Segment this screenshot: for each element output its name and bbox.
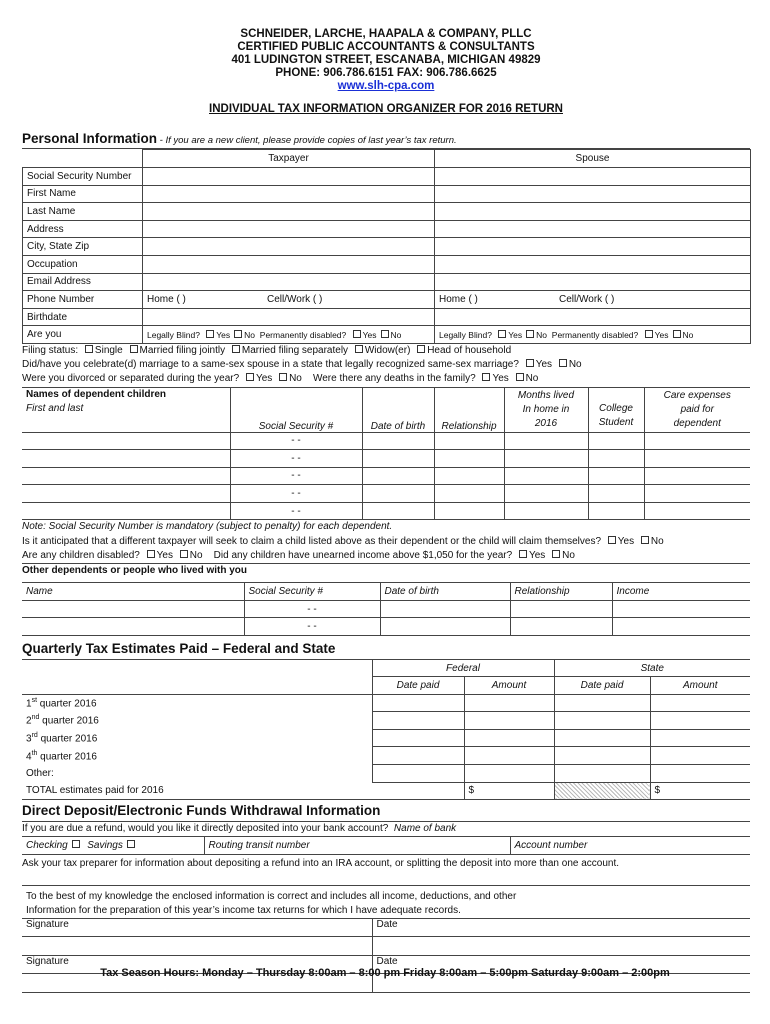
table-row bbox=[22, 432, 750, 450]
federal-date-header: Date paid bbox=[372, 677, 464, 695]
question-text: Were you divorced or separated during the year? bbox=[22, 373, 240, 385]
firm-phone: PHONE: 906.786.6151 FAX: 906.786.6625 bbox=[275, 67, 497, 79]
quarter-suffix: st bbox=[31, 697, 38, 705]
table-row bbox=[22, 600, 750, 618]
federal-total-field[interactable]: $ bbox=[464, 782, 554, 800]
dob-column-header: Date of birth bbox=[380, 583, 510, 601]
quarter-row bbox=[22, 712, 750, 730]
dependents-heading: Names of dependent children bbox=[26, 388, 167, 400]
taxpayer-ssn-field[interactable] bbox=[143, 168, 435, 186]
taxpayer-first-name-field[interactable] bbox=[143, 185, 435, 203]
account-number-field[interactable]: Account number bbox=[510, 837, 750, 854]
firm-website-link[interactable]: www.slh-cpa.com bbox=[337, 80, 435, 92]
college-column-header bbox=[588, 387, 644, 432]
quarterly-table bbox=[22, 660, 750, 800]
taxpayer-last-name-field[interactable] bbox=[143, 203, 435, 221]
federal-date-field[interactable] bbox=[372, 765, 464, 783]
quarter-row bbox=[22, 747, 750, 765]
state-date-header: Date paid bbox=[554, 677, 650, 695]
other-label: Other: bbox=[26, 767, 54, 779]
no-label: No bbox=[390, 329, 402, 340]
yes-label: Yes bbox=[255, 373, 273, 385]
yes-label: Yes bbox=[528, 549, 546, 561]
months-field[interactable] bbox=[504, 485, 588, 503]
state-amount-field[interactable] bbox=[650, 694, 750, 712]
ssn-field[interactable]: - - bbox=[230, 502, 362, 520]
relationship-field[interactable] bbox=[434, 502, 504, 520]
state-date-field[interactable] bbox=[554, 712, 650, 730]
relationship-column-header: Relationship bbox=[510, 583, 612, 601]
filing-option-label: Widow(er) bbox=[364, 344, 411, 356]
taxpayer-occupation-field[interactable] bbox=[143, 255, 435, 273]
row-label: Email Address bbox=[23, 273, 143, 291]
relationship-column-header: Relationship bbox=[434, 387, 504, 432]
row-label: Phone Number bbox=[23, 291, 143, 309]
spouse-column-header: Spouse bbox=[435, 150, 751, 168]
checkbox[interactable] bbox=[552, 550, 560, 558]
quarter-number: 4 bbox=[26, 750, 32, 762]
checkbox[interactable] bbox=[498, 330, 506, 338]
no-label: No bbox=[525, 373, 539, 385]
state-amount-field[interactable] bbox=[650, 765, 750, 783]
spouse-address-field[interactable] bbox=[435, 220, 751, 238]
checkbox[interactable] bbox=[147, 550, 155, 558]
legally-blind-label: Legally Blind? bbox=[147, 329, 203, 340]
quarter-number: 1 bbox=[26, 698, 32, 710]
months-field[interactable] bbox=[504, 450, 588, 468]
other-dependents-heading: Other dependents or people who lived with you bbox=[22, 565, 248, 577]
tax-season-hours: Tax Season Hours: Monday – Thursday 8:00am – 8:00 pm Friday 8:00am – 5:00pm Saturday 9:00am – 2:00pm bbox=[100, 967, 670, 979]
filing-option-label: Married filing jointly bbox=[139, 344, 226, 356]
months-field[interactable] bbox=[504, 467, 588, 485]
dob-field[interactable] bbox=[362, 485, 434, 503]
state-total-field[interactable]: $ bbox=[650, 782, 750, 800]
filing-status-row bbox=[22, 344, 750, 358]
cell-phone-label: Cell/Work ( ) bbox=[559, 293, 615, 305]
signature-label: Signature bbox=[22, 956, 372, 974]
college-field[interactable] bbox=[588, 432, 644, 450]
home-phone-label: Home ( ) bbox=[147, 293, 186, 305]
signature-label: Signature bbox=[22, 919, 372, 937]
name-field[interactable] bbox=[22, 600, 244, 618]
other-dependents-table bbox=[22, 582, 750, 636]
question-text: Did any children have unearned income above $1,050 for the year? bbox=[213, 549, 513, 561]
hatched-cell bbox=[554, 782, 650, 800]
no-label: No bbox=[682, 329, 694, 340]
college-field[interactable] bbox=[588, 502, 644, 520]
cell-phone-label: Cell/Work ( ) bbox=[267, 293, 323, 305]
care-field[interactable] bbox=[644, 467, 750, 485]
federal-amount-header: Amount bbox=[464, 677, 554, 695]
yes-label: Yes bbox=[617, 535, 635, 547]
quarter-number: 2 bbox=[26, 715, 32, 727]
total-row bbox=[22, 782, 750, 800]
claim-question bbox=[22, 535, 750, 549]
dob-field[interactable] bbox=[380, 618, 510, 636]
legally-blind-label: Legally Blind? bbox=[439, 329, 495, 340]
federal-amount-field[interactable] bbox=[464, 712, 554, 730]
filing-option-label: Married filing separately bbox=[241, 344, 349, 356]
relationship-field[interactable] bbox=[434, 485, 504, 503]
ssn-mandatory-note: Note: Social Security Number is mandatory (subject to penalty) for each dependent. bbox=[22, 521, 393, 533]
personal-info-title: Personal Information bbox=[22, 131, 158, 146]
relationship-field[interactable] bbox=[434, 432, 504, 450]
filing-option-label: Single bbox=[94, 344, 123, 356]
question-text: Are any children disabled? bbox=[22, 549, 140, 561]
checkbox[interactable] bbox=[516, 373, 524, 381]
date-label: Date bbox=[372, 956, 750, 974]
header-line: In home in bbox=[522, 403, 570, 415]
quarter-text: quarter 2016 bbox=[37, 733, 98, 745]
name-field[interactable] bbox=[22, 618, 244, 636]
relationship-field[interactable] bbox=[434, 467, 504, 485]
state-date-field[interactable] bbox=[554, 765, 650, 783]
disabled-unearned-question bbox=[22, 549, 750, 564]
relationship-field[interactable] bbox=[434, 450, 504, 468]
table-row bbox=[22, 485, 750, 503]
question-text: Did/have you celebrate(d) marriage to a same-sex spouse in a state that legally recognized same-sex marriage? bbox=[22, 359, 519, 371]
months-field[interactable] bbox=[504, 432, 588, 450]
spouse-city-field[interactable] bbox=[435, 238, 751, 256]
quarter-row bbox=[22, 694, 750, 712]
filing-status-label: Filing status: bbox=[22, 344, 79, 356]
question-text: Were there any deaths in the family? bbox=[312, 373, 476, 385]
no-label: No bbox=[568, 359, 582, 371]
dob-field[interactable] bbox=[362, 450, 434, 468]
name-column-header: Name bbox=[22, 583, 244, 601]
quarter-label bbox=[22, 747, 372, 765]
checkbox[interactable] bbox=[85, 345, 93, 353]
quarter-row bbox=[22, 765, 750, 783]
state-amount-field[interactable] bbox=[650, 712, 750, 730]
date-field[interactable] bbox=[372, 937, 750, 956]
checkbox[interactable] bbox=[526, 359, 534, 367]
first-last-label: First and last bbox=[26, 402, 84, 414]
spouse-occupation-field[interactable] bbox=[435, 255, 751, 273]
spouse-last-name-field[interactable] bbox=[435, 203, 751, 221]
no-label: No bbox=[536, 329, 548, 340]
name-field[interactable] bbox=[22, 450, 230, 468]
income-field[interactable] bbox=[612, 618, 750, 636]
signature-field[interactable] bbox=[22, 937, 372, 956]
taxpayer-email-field[interactable] bbox=[143, 273, 435, 291]
name-field[interactable] bbox=[22, 485, 230, 503]
yes-label: Yes bbox=[216, 329, 231, 340]
quarter-text: quarter 2016 bbox=[37, 750, 97, 762]
name-field[interactable] bbox=[22, 467, 230, 485]
state-date-field[interactable] bbox=[554, 729, 650, 747]
federal-amount-field[interactable] bbox=[464, 729, 554, 747]
refund-question bbox=[22, 822, 750, 837]
filing-option-label: Head of household bbox=[427, 344, 512, 356]
question-text: Is it anticipated that a different taxpayer will seek to claim a child listed above as their dependent or the child will claim themselves? bbox=[22, 535, 602, 547]
quarter-label bbox=[22, 712, 372, 730]
taxpayer-status-field bbox=[143, 326, 435, 344]
firm-address: 401 LUDINGTON STREET, ESCANABA, MICHIGAN 49829 bbox=[231, 54, 541, 66]
table-row bbox=[22, 467, 750, 485]
care-field[interactable] bbox=[644, 432, 750, 450]
checkbox[interactable] bbox=[353, 330, 361, 338]
quarter-text: quarter 2016 bbox=[39, 715, 99, 727]
federal-amount-field[interactable] bbox=[464, 765, 554, 783]
income-field[interactable] bbox=[612, 600, 750, 618]
question-text: If you are due a refund, would you like it directly deposited into your bank account? bbox=[22, 823, 389, 835]
total-label: TOTAL estimates paid for 2016 bbox=[22, 782, 372, 800]
checkbox[interactable] bbox=[234, 330, 242, 338]
checkbox[interactable] bbox=[641, 536, 649, 544]
quarterly-heading: Quarterly Tax Estimates Paid – Federal and State bbox=[22, 641, 750, 660]
checkbox[interactable] bbox=[673, 330, 681, 338]
savings-label: Savings bbox=[87, 840, 123, 852]
quarter-suffix: th bbox=[31, 749, 38, 757]
ssn-column-header: Social Security # bbox=[230, 387, 362, 432]
state-date-field[interactable] bbox=[554, 694, 650, 712]
row-label: First Name bbox=[23, 185, 143, 203]
spouse-email-field[interactable] bbox=[435, 273, 751, 291]
table-row bbox=[22, 618, 750, 636]
checkbox[interactable] bbox=[279, 373, 287, 381]
months-column-header bbox=[504, 387, 588, 432]
yes-label: Yes bbox=[156, 549, 173, 561]
routing-number-field[interactable]: Routing transit number bbox=[204, 837, 510, 854]
checkbox[interactable] bbox=[645, 330, 653, 338]
personal-info-table bbox=[22, 149, 751, 344]
row-label: Social Security Number bbox=[23, 168, 143, 186]
quarter-text: quarter 2016 bbox=[37, 698, 97, 710]
income-column-header: Income bbox=[612, 583, 750, 601]
tax-organizer-page bbox=[22, 0, 750, 993]
ira-note: Ask your tax preparer for information about depositing a refund into an IRA account, or splitting the deposit into more than one account. bbox=[22, 858, 620, 870]
header-line: College bbox=[599, 402, 633, 414]
care-column-header bbox=[644, 387, 750, 432]
state-date-field[interactable] bbox=[554, 747, 650, 765]
spouse-birthdate-field[interactable] bbox=[435, 308, 751, 326]
date-label: Date bbox=[372, 919, 750, 937]
dob-column-header: Date of birth bbox=[362, 387, 434, 432]
federal-date-field[interactable] bbox=[372, 729, 464, 747]
checkbox[interactable] bbox=[127, 840, 135, 848]
perm-disabled-label: Permanently disabled? bbox=[551, 329, 641, 340]
college-field[interactable] bbox=[588, 450, 644, 468]
ssn-column-header: Social Security # bbox=[244, 583, 380, 601]
federal-date-field[interactable] bbox=[372, 747, 464, 765]
federal-amount-field[interactable] bbox=[464, 694, 554, 712]
certify-text-1: To the best of my knowledge the enclosed information is correct and includes all income, deductions, and other bbox=[26, 891, 517, 903]
no-label: No bbox=[244, 329, 256, 340]
spouse-first-name-field[interactable] bbox=[435, 185, 751, 203]
college-field[interactable] bbox=[588, 485, 644, 503]
federal-date-field[interactable] bbox=[372, 694, 464, 712]
state-amount-field[interactable] bbox=[650, 729, 750, 747]
relationship-field[interactable] bbox=[510, 618, 612, 636]
checkbox[interactable] bbox=[232, 345, 240, 353]
quarter-suffix: nd bbox=[31, 714, 40, 722]
yes-label: Yes bbox=[535, 359, 553, 371]
yes-label: Yes bbox=[492, 373, 509, 385]
row-label: City, State Zip bbox=[23, 238, 143, 256]
perm-disabled-label: Permanently disabled? bbox=[259, 329, 349, 340]
taxpayer-city-field[interactable] bbox=[143, 238, 435, 256]
ssn-field[interactable]: - - bbox=[230, 432, 362, 450]
header-line: Months lived bbox=[517, 389, 575, 401]
quarter-label bbox=[22, 729, 372, 747]
dob-field[interactable] bbox=[362, 502, 434, 520]
state-header: State bbox=[554, 660, 750, 677]
federal-amount-field[interactable] bbox=[464, 747, 554, 765]
taxpayer-column-header: Taxpayer bbox=[143, 150, 435, 168]
checkbox[interactable] bbox=[72, 840, 80, 848]
checkbox[interactable] bbox=[206, 330, 214, 338]
quarter-suffix: rd bbox=[31, 732, 38, 739]
spouse-phone-field[interactable] bbox=[435, 291, 751, 309]
spouse-ssn-field[interactable] bbox=[435, 168, 751, 186]
no-label: No bbox=[189, 549, 203, 561]
page-title: INDIVIDUAL TAX INFORMATION ORGANIZER FOR 2016 RETURN bbox=[209, 103, 563, 115]
certify-text-2: Information for the preparation of this year’s income tax returns for which I have adequate records. bbox=[26, 905, 461, 917]
header-line: paid for bbox=[680, 403, 714, 415]
care-field[interactable] bbox=[644, 502, 750, 520]
quarter-number: 3 bbox=[26, 733, 32, 745]
personal-info-note: - If you are a new client, please provide copies of last year’s tax return. bbox=[157, 135, 457, 146]
checkbox[interactable] bbox=[246, 373, 254, 381]
firm-name: SCHNEIDER, LARCHE, HAAPALA & COMPANY, PLLC bbox=[240, 28, 532, 40]
yes-label: Yes bbox=[654, 329, 669, 340]
checking-label: Checking bbox=[26, 840, 68, 852]
ssn-field[interactable]: - - bbox=[244, 618, 380, 636]
table-row bbox=[22, 502, 750, 520]
letterhead bbox=[22, 0, 750, 116]
header-line: 2016 bbox=[534, 417, 558, 429]
checkbox[interactable] bbox=[608, 536, 616, 544]
care-field[interactable] bbox=[644, 450, 750, 468]
bank-name-label: Name of bank bbox=[393, 823, 457, 835]
checkbox[interactable] bbox=[130, 345, 138, 353]
no-label: No bbox=[650, 535, 664, 547]
account-table bbox=[22, 837, 750, 855]
table-row bbox=[22, 450, 750, 468]
account-type-cell bbox=[22, 837, 204, 854]
ssn-field[interactable]: - - bbox=[230, 485, 362, 503]
quarter-label bbox=[22, 694, 372, 712]
direct-deposit-heading: Direct Deposit/Electronic Funds Withdrawal Information bbox=[22, 803, 750, 822]
checkbox[interactable] bbox=[482, 373, 490, 381]
header-line: Care expenses bbox=[663, 389, 731, 401]
checkbox[interactable] bbox=[355, 345, 363, 353]
state-amount-header: Amount bbox=[650, 677, 750, 695]
signature-table bbox=[22, 918, 750, 992]
quarter-row bbox=[22, 729, 750, 747]
row-label: Last Name bbox=[23, 203, 143, 221]
dob-field[interactable] bbox=[380, 600, 510, 618]
row-label: Occupation bbox=[23, 255, 143, 273]
checkbox[interactable] bbox=[417, 345, 425, 353]
ssn-field[interactable]: - - bbox=[244, 600, 380, 618]
dob-field[interactable] bbox=[362, 432, 434, 450]
taxpayer-address-field[interactable] bbox=[143, 220, 435, 238]
checkbox[interactable] bbox=[526, 330, 534, 338]
months-field[interactable] bbox=[504, 502, 588, 520]
dependents-table bbox=[22, 387, 750, 521]
spouse-status-field bbox=[435, 326, 751, 344]
checkbox[interactable] bbox=[180, 550, 188, 558]
state-amount-field[interactable] bbox=[650, 747, 750, 765]
ssn-field[interactable]: - - bbox=[230, 467, 362, 485]
row-label: Address bbox=[23, 220, 143, 238]
yes-label: Yes bbox=[508, 329, 523, 340]
taxpayer-phone-field[interactable] bbox=[143, 291, 435, 309]
federal-date-field[interactable] bbox=[372, 712, 464, 730]
relationship-field[interactable] bbox=[510, 600, 612, 618]
college-field[interactable] bbox=[588, 467, 644, 485]
checkbox[interactable] bbox=[381, 330, 389, 338]
taxpayer-birthdate-field[interactable] bbox=[143, 308, 435, 326]
divorce-deaths-question bbox=[22, 372, 750, 386]
dob-field[interactable] bbox=[362, 467, 434, 485]
name-field[interactable] bbox=[22, 502, 230, 520]
header-line: Student bbox=[598, 416, 634, 428]
same-sex-question bbox=[22, 358, 750, 372]
care-field[interactable] bbox=[644, 485, 750, 503]
no-label: No bbox=[562, 549, 575, 561]
ssn-field[interactable]: - - bbox=[230, 450, 362, 468]
firm-tagline: CERTIFIED PUBLIC ACCOUNTANTS & CONSULTANTS bbox=[237, 41, 535, 53]
federal-header: Federal bbox=[372, 660, 554, 677]
home-phone-label: Home ( ) bbox=[439, 293, 478, 305]
checkbox[interactable] bbox=[519, 550, 527, 558]
header-line: dependent bbox=[673, 417, 721, 429]
no-label: No bbox=[289, 373, 302, 385]
name-field[interactable] bbox=[22, 432, 230, 450]
row-label: Birthdate bbox=[23, 308, 143, 326]
personal-info-heading bbox=[22, 131, 750, 149]
checkbox[interactable] bbox=[559, 359, 567, 367]
row-label: Are you bbox=[23, 326, 143, 344]
yes-label: Yes bbox=[362, 329, 377, 340]
